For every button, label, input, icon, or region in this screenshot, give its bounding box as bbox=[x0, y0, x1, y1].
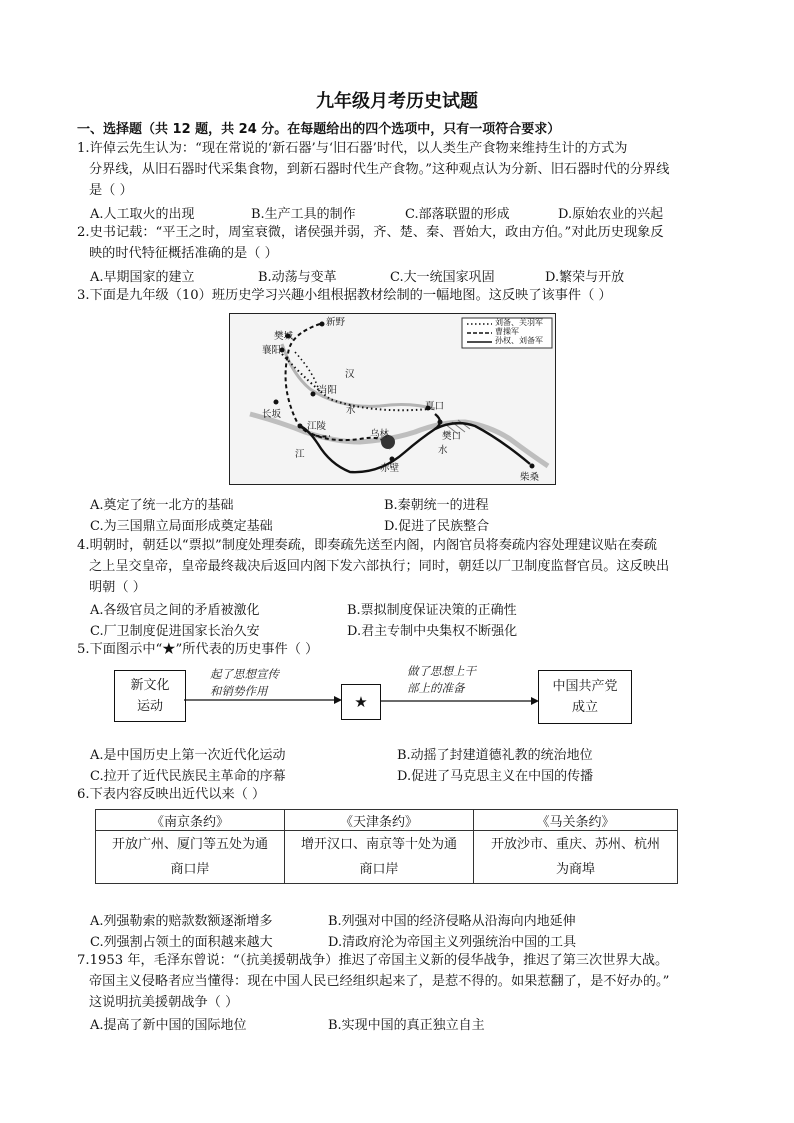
table-header-cell: 《天津条约》 bbox=[285, 810, 474, 831]
map-label-xiakou: 夏口 bbox=[425, 401, 445, 412]
q4-option-b[interactable]: B.票拟制度保证决策的正确性 bbox=[347, 603, 517, 618]
q7-stem-line1: 7.1953 年，毛泽东曾说：“（抗美援朝战争）推迟了帝国主义新的侵华战争，推迟了第三次世界大战。 bbox=[77, 953, 669, 968]
q5-option-c[interactable]: C.拉开了近代民族民主革命的序幕 bbox=[90, 769, 286, 784]
table-cell bbox=[96, 831, 285, 884]
map-label-jiang: 江 bbox=[295, 449, 305, 460]
flow-note-1-line1: 起了思想宣传 bbox=[210, 667, 279, 681]
q2-option-b[interactable]: B.动荡与变革 bbox=[258, 270, 337, 285]
table-cell bbox=[474, 831, 678, 884]
map-label-chibi: 赤壁 bbox=[380, 463, 400, 474]
q7-option-b[interactable]: B.实现中国的真正独立自主 bbox=[328, 1018, 485, 1033]
q3-stem: 3.下面是九年级（10）班历史学习兴趣小组根据教材绘制的一幅地图。这反映了该事件（ ） bbox=[77, 288, 612, 303]
q4-stem-line2: 之上呈交皇帝，皇帝最终裁决后返回内阁下发六部执行；同时，朝廷以厂卫制度监督官员。这反映出 bbox=[89, 559, 670, 574]
star-icon: ★ bbox=[354, 692, 368, 711]
q2-option-d[interactable]: D.繁荣与开放 bbox=[545, 270, 625, 285]
flow-box-new-culture bbox=[114, 670, 186, 722]
arrow-right-icon bbox=[381, 695, 539, 707]
battle-route-map bbox=[229, 313, 556, 485]
q5-option-d[interactable]: D.促进了马克思主义在中国的传播 bbox=[397, 769, 594, 784]
q7-stem-line2: 帝国主义侵略者应当懂得：现在中国人民已经组织起来了，是惹不得的。如果惹翻了，是不好办的。” bbox=[89, 974, 670, 989]
q4-stem-line1: 4.明朝时，朝廷以“票拟”制度处理奏疏，即奏疏先送至内阁，内阁官员将奏疏内容处理建议贴在奏疏 bbox=[77, 538, 657, 553]
flow-box-3-line1: 中国共产党 bbox=[552, 679, 618, 694]
q6-option-c[interactable]: C.列强割占领土的面积越来越大 bbox=[90, 935, 273, 950]
cell-line: 商口岸 bbox=[359, 862, 399, 877]
map-label-shui: 水 bbox=[346, 405, 356, 416]
table-header-cell: 《南京条约》 bbox=[96, 810, 285, 831]
map-label-dangyang: 当阳 bbox=[318, 385, 338, 396]
q3-option-d[interactable]: D.促进了民族整合 bbox=[384, 519, 490, 534]
map-label-shui-2: 水 bbox=[438, 445, 448, 456]
q2-option-c[interactable]: C.大一统国家巩固 bbox=[390, 270, 495, 285]
q1-option-a[interactable]: A.人工取火的出现 bbox=[90, 207, 195, 222]
q7-stem-line3: 这说明抗美援朝战争（ ） bbox=[89, 995, 239, 1010]
q2-stem-line1: 2.史书记载：“平王之时，周室衰微，诸侯强并弱，齐、楚、秦、晋始大，政由方伯。”对此历史现象反 bbox=[77, 225, 664, 240]
q1-option-c[interactable]: C.部落联盟的形成 bbox=[405, 207, 510, 222]
cell-line: 商口岸 bbox=[170, 862, 210, 877]
map-label-fankou: 樊口 bbox=[442, 431, 462, 442]
q6-option-a[interactable]: A.列强勒索的赔款数额逐渐增多 bbox=[90, 914, 273, 929]
map-label-jiangling: 江陵 bbox=[307, 421, 327, 432]
q5-stem: 5.下面图示中“★”所代表的历史事件（ ） bbox=[77, 642, 319, 657]
flow-note-2-line1: 做了思想上干 bbox=[407, 664, 476, 678]
q1-stem-line1: 1.许倬云先生认为：“现在常说的‘新石器’与‘旧石器’时代，以人类生产食物来维持生计的方式为 bbox=[77, 141, 628, 156]
q3-option-b[interactable]: B.秦朝统一的进程 bbox=[384, 498, 489, 513]
page-title: 九年级月考历史试题 bbox=[316, 91, 478, 112]
treaty-table bbox=[95, 809, 678, 884]
q1-stem-line3: 是（ ） bbox=[89, 183, 133, 198]
q3-option-a[interactable]: A.奠定了统一北方的基础 bbox=[90, 498, 234, 513]
map-label-fancheng: 樊城 bbox=[274, 331, 294, 342]
q4-option-c[interactable]: C.厂卫制度促进国家长治久安 bbox=[90, 624, 260, 639]
table-header-row bbox=[96, 810, 678, 831]
q2-option-a[interactable]: A.早期国家的建立 bbox=[90, 270, 195, 285]
q4-option-d[interactable]: D.君主专制中央集权不断强化 bbox=[347, 624, 518, 639]
q5-option-a[interactable]: A.是中国历史上第一次近代化运动 bbox=[90, 748, 286, 763]
legend-liubei: 刘备、关羽军 bbox=[495, 318, 543, 327]
table-header-cell: 《马关条约》 bbox=[474, 810, 678, 831]
map-label-changban: 长坂 bbox=[262, 409, 282, 420]
cell-line: 开放沙市、重庆、苏州、杭州 bbox=[491, 837, 661, 852]
flow-box-1-line1: 新文化 bbox=[130, 678, 170, 693]
legend-caocao: 曹操军 bbox=[495, 327, 519, 336]
cell-line: 为商埠 bbox=[556, 862, 596, 877]
table-row bbox=[96, 831, 678, 884]
q1-option-b[interactable]: B.生产工具的制作 bbox=[251, 207, 356, 222]
flow-box-1-line2: 运动 bbox=[136, 699, 163, 714]
q6-option-b[interactable]: B.列强对中国的经济侵略从沿海向内地延伸 bbox=[328, 914, 576, 929]
legend-sunliu: 孙权、刘备军 bbox=[495, 336, 543, 345]
map-label-han: 汉 bbox=[345, 369, 355, 380]
table-cell bbox=[285, 831, 474, 884]
q4-stem-line3: 明朝（ ） bbox=[89, 580, 146, 595]
flow-note-2-line2: 部上的准备 bbox=[407, 681, 465, 695]
section-heading: 一、选择题（共 12 题，共 24 分。在每题给出的四个选项中，只有一项符合要求） bbox=[77, 122, 561, 137]
flow-box-ccp-founding bbox=[538, 670, 632, 724]
map-label-xinye: 新野 bbox=[326, 317, 346, 328]
q1-stem-line2: 分界线，从旧石器时代采集食物，到新石器时代生产食物。”这种观点认为分新、旧石器时代的分界线 bbox=[89, 162, 670, 177]
map-label-chaisang: 柴桑 bbox=[520, 472, 540, 483]
q2-stem-line2: 映的时代特征概括准确的是（ ） bbox=[89, 246, 278, 261]
cell-line: 增开汉口、南京等十处为通 bbox=[301, 837, 458, 852]
map-label-xiangyang: 襄阳 bbox=[262, 345, 282, 356]
q7-option-a[interactable]: A.提高了新中国的国际地位 bbox=[90, 1018, 247, 1033]
q5-option-b[interactable]: B.动摇了封建道德礼教的统治地位 bbox=[397, 748, 593, 763]
q1-option-d[interactable]: D.原始农业的兴起 bbox=[558, 207, 664, 222]
q6-stem: 6.下表内容反映出近代以来（ ） bbox=[77, 787, 266, 802]
map-label-wulin: 乌林 bbox=[370, 429, 390, 440]
q3-option-c[interactable]: C.为三国鼎立局面形成奠定基础 bbox=[90, 519, 273, 534]
q4-option-a[interactable]: A.各级官员之间的矛盾被激化 bbox=[90, 603, 260, 618]
q6-option-d[interactable]: D.清政府沦为帝国主义列强统治中国的工具 bbox=[328, 935, 577, 950]
flow-box-3-line2: 成立 bbox=[571, 700, 598, 715]
cell-line: 开放广州、厦门等五处为通 bbox=[112, 837, 269, 852]
flow-note-1-line2: 和销势作用 bbox=[210, 684, 268, 698]
flow-box-star bbox=[341, 684, 381, 720]
